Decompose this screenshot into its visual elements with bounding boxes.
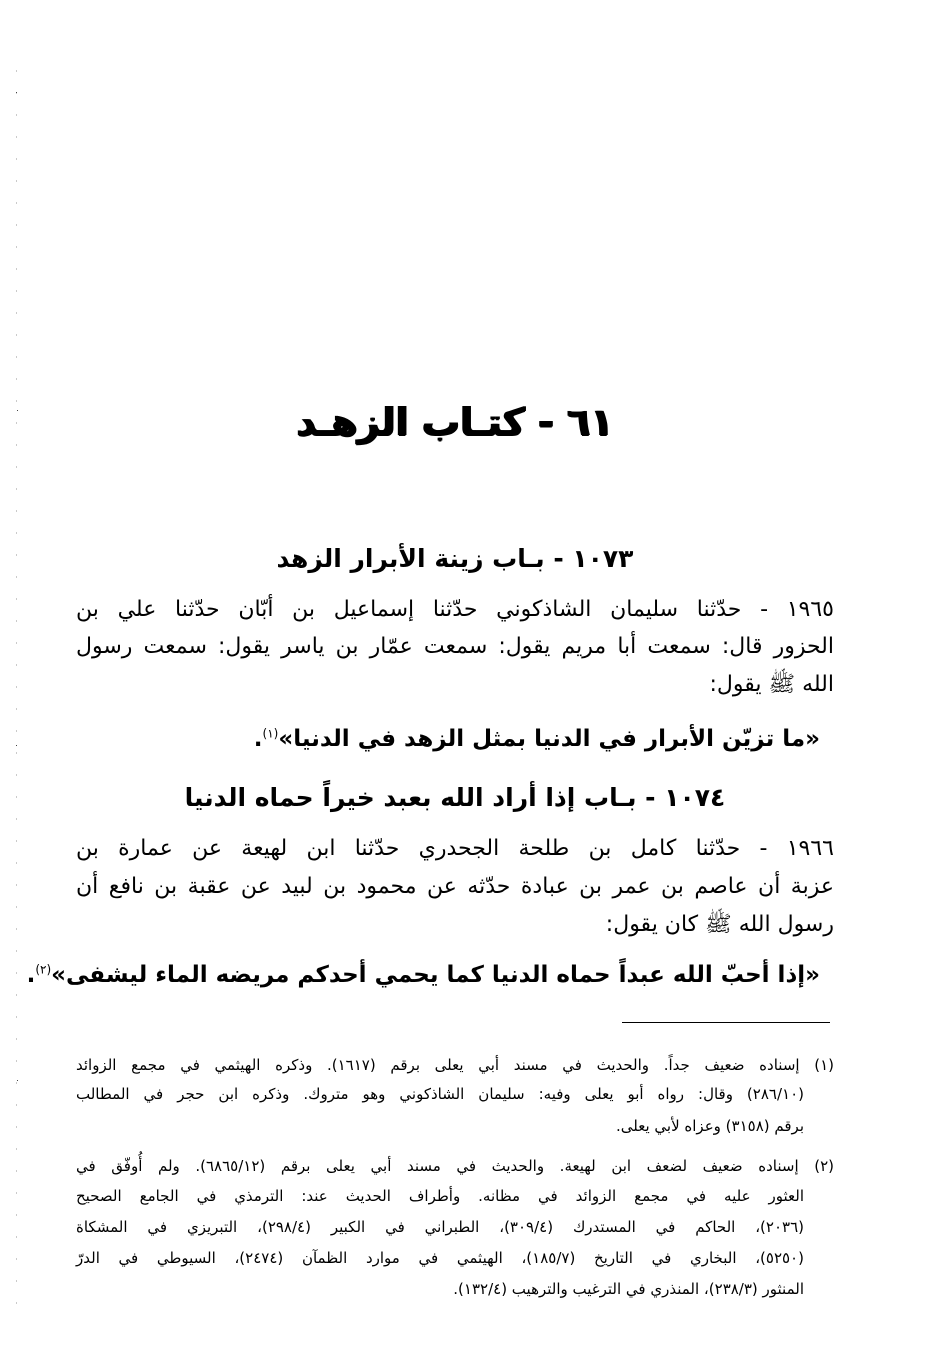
hadith-matn [26, 956, 820, 994]
scan-speck [17, 1080, 18, 1081]
matn-trailing: . [26, 962, 36, 988]
footnote-line: المنثور (٢٣٨/٣)، المنذري في الترغيب والترهيب (١٣٢/٤). [453, 1280, 804, 1298]
footnote-line: (١) إسناده ضعيف جداً. والحديث في مسند أبي يعلى برقم (١٦١٧). وذكره الهيثمي في مجمع الزوائد [76, 1056, 835, 1074]
footnote-line: (٥٢٥٠)، البخاري في التاريخ (١٨٥/٧)، الهيثمي في موارد الظمآن (٢٤٧٤)، السيوطي في الدرّ [76, 1249, 804, 1267]
hadith-text-line: رسول الله ﷺ كان يقول: [605, 912, 834, 937]
footnote-line: العثور عليه في مجمع الزوائد في مظانه. وأطراف الحديث عند: الترمذي في الجامع الصحيح [76, 1187, 804, 1205]
matn-text: «ما تزيّن الأبرار في الدنيا بمثل الزهد في الدنيا» [278, 726, 820, 752]
scan-speck [16, 92, 17, 93]
hadith-text-line: عزبة أن عاصم بن عمر بن عبادة حدّثه عن محمود بن لبيد عن عقبة بن نافع أن [76, 874, 834, 899]
matn-trailing: . [253, 726, 263, 752]
footnote-line: (٢) إسناده ضعيف لضعف ابن لهيعة. والحديث في مسند أبي يعلى برقم (٦٨٦٥/١٢). ولم أُوفّق في [76, 1157, 834, 1175]
hadith-matn [76, 720, 820, 758]
section-heading: ١٠٧٤ - بـاب إذا أراد الله بعبد خيراً حماه الدنيا [184, 783, 726, 812]
footnote-reference: (٢) [35, 962, 52, 977]
chapter-title: ٦١ - كتـاب الزهـد [296, 400, 614, 444]
footnote-line: (٢٠٣٦)، الحاكم في المستدرك (٣٠٩/٤)، الطبراني في الكبير (٢٩٨/٤)، التبريزي في المشكاة [76, 1218, 804, 1236]
hadith-text-line: الله ﷺ يقول: [709, 672, 834, 697]
hadith-text-line: ١٩٦٦ - حدّثنا كامل بن طلحة الجحدري حدّثنا ابن لهيعة عن عمارة بن [76, 836, 834, 861]
footnote-line: برقم (٣١٥٨) وعزاه لأبي يعلى. [615, 1117, 804, 1135]
book-page [26, 0, 835, 1366]
scan-speck [17, 410, 18, 411]
hadith-text-line: الحزور قال: سمعت أبا مريم يقول: سمعت عمّار بن ياسر يقول: سمعت رسول [76, 634, 834, 659]
footnote-line: (٢٨٦/١٠) وقال: رواه أبو يعلى وفيه: سليمان الشاذكوني وهو متروك. وذكره ابن حجر في المطالب [76, 1085, 804, 1103]
hadith-text-line: ١٩٦٥ - حدّثنا سليمان الشاذكوني حدّثنا إسماعيل بن أبّان حدّثنا علي بن [76, 597, 834, 622]
footnote-separator [622, 1022, 830, 1023]
scan-margin-artifact [16, 70, 17, 1310]
section-heading: ١٠٧٣ - بـاب زينة الأبرار الزهد [276, 544, 634, 573]
footnote-reference: (١) [262, 726, 279, 741]
matn-text: «إذا أحبّ الله عبداً حماه الدنيا كما يحمي أحدكم مريضه الماء ليشفى» [51, 962, 820, 988]
scan-speck [16, 745, 17, 746]
